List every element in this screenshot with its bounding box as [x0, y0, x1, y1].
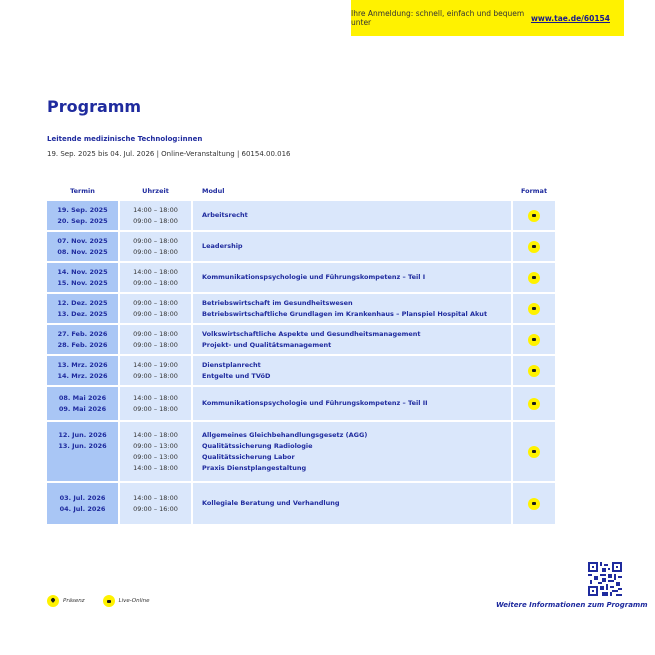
uhrzeit-cell: [120, 483, 191, 524]
video-camera-icon: [528, 210, 540, 222]
video-camera-icon: [528, 398, 540, 410]
format-cell: [513, 232, 555, 261]
modul-cell-line: Arbeitsrecht: [202, 211, 248, 219]
modul-cell: [193, 263, 511, 292]
modul-cell-line: Volkswirtschaftliche Aspekte und Gesundheitsmanagement: [202, 329, 421, 338]
uhrzeit-cell-line: 14:00 – 18:00: [133, 493, 178, 502]
termin-cell-line: 12. Dez. 2025: [57, 298, 108, 307]
termin-cell: [47, 325, 118, 354]
modul-cell-line: Entgelte und TVöD: [202, 371, 271, 380]
table-row: [47, 356, 555, 385]
more-info-link[interactable]: Weitere Informationen zum Programm: [496, 601, 648, 609]
format-cell: [513, 201, 555, 230]
modul-cell-line: Qualitätssicherung Labor: [202, 452, 295, 461]
uhrzeit-cell: [120, 232, 191, 261]
format-cell: [513, 325, 555, 354]
modul-cell-line: Praxis Dienstplangestaltung: [202, 463, 307, 472]
termin-cell-line: 12. Jun. 2026: [58, 431, 107, 439]
video-camera-icon: [528, 334, 540, 346]
video-camera-icon: [528, 446, 540, 458]
video-camera-icon: [528, 498, 540, 510]
modul-cell-line: Allgemeines Gleichbehandlungsgesetz (AGG): [202, 430, 368, 439]
uhrzeit-cell-line: 09:00 – 18:00: [133, 309, 178, 318]
header-termin: Termin: [70, 187, 95, 195]
uhrzeit-cell-line: 14:00 – 18:00: [133, 205, 178, 214]
registration-link[interactable]: www.tae.de/60154: [530, 13, 610, 23]
uhrzeit-cell: [120, 325, 191, 354]
video-camera-icon: [103, 595, 115, 607]
table-row: [47, 422, 555, 481]
uhrzeit-cell-line: 09:00 – 18:00: [133, 298, 178, 307]
termin-cell: [47, 356, 118, 385]
qr-code-icon[interactable]: [588, 562, 622, 596]
termin-cell-line: 07. Nov. 2025: [57, 236, 108, 245]
uhrzeit-cell-line: 09:00 – 13:00: [133, 441, 178, 450]
uhrzeit-cell-line: 09:00 – 13:00: [133, 452, 178, 461]
modul-cell-line: Qualitätssicherung Radiologie: [202, 441, 313, 450]
modul-cell: [193, 483, 511, 524]
termin-cell: [47, 263, 118, 292]
termin-cell-line: 14. Nov. 2025: [57, 267, 108, 276]
course-subtitle: Leitende medizinische Technolog:innen: [47, 135, 203, 143]
format-cell: [513, 294, 555, 323]
termin-cell: [47, 294, 118, 323]
termin-cell-line: 19. Sep. 2025: [57, 205, 108, 214]
header-format: Format: [520, 187, 548, 195]
uhrzeit-cell-line: 14:00 – 19:00: [133, 360, 178, 369]
modul-cell-line: Kommunikationspsychologie und Führungskompetenz – Teil I: [202, 273, 426, 281]
termin-cell-line: 28. Feb. 2026: [57, 340, 108, 349]
termin-cell-line: 13. Jun. 2026: [58, 442, 107, 450]
uhrzeit-cell-line: 09:00 – 16:00: [133, 504, 178, 513]
modul-cell: [193, 422, 511, 481]
uhrzeit-cell-line: 14:00 – 18:00: [133, 267, 178, 276]
table-row: [47, 232, 555, 261]
table-row: [47, 201, 555, 230]
modul-cell: [193, 201, 511, 230]
modul-cell-line: Dienstplanrecht: [202, 360, 261, 369]
header-uhrzeit: Uhrzeit: [142, 187, 169, 195]
termin-cell-line: 20. Sep. 2025: [57, 216, 108, 225]
modul-cell: [193, 232, 511, 261]
legend-praesenz: Präsenz: [63, 598, 85, 604]
format-cell: [513, 387, 555, 420]
format-cell: [513, 483, 555, 524]
location-pin-icon: [47, 595, 59, 607]
modul-cell-line: Kollegiale Beratung und Verhandlung: [202, 499, 340, 507]
uhrzeit-cell-line: 09:00 – 18:00: [133, 247, 178, 256]
uhrzeit-cell-line: 09:00 – 18:00: [133, 340, 178, 349]
uhrzeit-cell-line: 09:00 – 18:00: [133, 236, 178, 245]
termin-cell: [47, 387, 118, 420]
modul-cell-line: Betriebswirtschaftliche Grundlagen im Krankenhaus – Planspiel Hospital Akut: [202, 309, 488, 318]
modul-cell: [193, 294, 511, 323]
uhrzeit-cell-line: 14:00 – 18:00: [133, 430, 178, 439]
modul-cell-line: Projekt- und Qualitätsmanagement: [202, 340, 332, 349]
table-row: [47, 263, 555, 292]
table-row: [47, 325, 555, 354]
modul-cell-line: Betriebswirtschaft im Gesundheitswesen: [202, 298, 353, 307]
termin-cell-line: 04. Jul. 2026: [59, 504, 106, 513]
uhrzeit-cell-line: 14:00 – 18:00: [133, 393, 178, 402]
page-title: Programm: [47, 97, 142, 116]
termin-cell-line: 09. Mai 2026: [58, 404, 107, 413]
uhrzeit-cell-line: 09:00 – 18:00: [133, 278, 178, 287]
termin-cell-line: 13. Dez. 2025: [57, 309, 108, 318]
uhrzeit-cell-line: 09:00 – 18:00: [133, 329, 178, 338]
uhrzeit-cell: [120, 201, 191, 230]
modul-cell-line: Kommunikationspsychologie und Führungskompetenz – Teil II: [202, 399, 428, 407]
modul-cell-line: Leadership: [202, 242, 243, 250]
video-camera-icon: [528, 241, 540, 253]
header-modul: Modul: [202, 187, 225, 195]
uhrzeit-cell-line: 09:00 – 18:00: [133, 404, 178, 413]
format-cell: [513, 422, 555, 481]
registration-banner: [351, 0, 624, 36]
termin-cell-line: 14. Mrz. 2026: [57, 371, 108, 380]
table-row: [47, 387, 555, 420]
modul-cell: [193, 356, 511, 385]
termin-cell-line: 13. Mrz. 2026: [57, 360, 108, 369]
uhrzeit-cell: [120, 356, 191, 385]
termin-cell-line: 08. Mai 2026: [58, 393, 107, 402]
video-camera-icon: [528, 303, 540, 315]
termin-cell-line: 08. Nov. 2025: [57, 247, 108, 256]
format-legend: [47, 595, 168, 607]
uhrzeit-cell-line: 14:00 – 18:00: [133, 463, 178, 472]
uhrzeit-cell: [120, 294, 191, 323]
course-meta: 19. Sep. 2025 bis 04. Jul. 2026 | Online-Veranstaltung | 60154.00.016: [47, 150, 291, 158]
termin-cell-line: 27. Feb. 2026: [57, 329, 108, 338]
termin-cell-line: 15. Nov. 2025: [57, 278, 108, 287]
legend-live-online: Live-Online: [118, 598, 150, 604]
uhrzeit-cell-line: 09:00 – 18:00: [133, 216, 178, 225]
uhrzeit-cell: [120, 263, 191, 292]
format-cell: [513, 263, 555, 292]
program-table: [45, 181, 557, 526]
table-row: [47, 483, 555, 524]
termin-cell: [47, 201, 118, 230]
uhrzeit-cell: [120, 422, 191, 481]
termin-cell-line: 03. Jul. 2026: [59, 493, 106, 502]
termin-cell: [47, 483, 118, 524]
video-camera-icon: [528, 272, 540, 284]
modul-cell: [193, 387, 511, 420]
uhrzeit-cell: [120, 387, 191, 420]
modul-cell: [193, 325, 511, 354]
termin-cell: [47, 232, 118, 261]
video-camera-icon: [528, 365, 540, 377]
format-cell: [513, 356, 555, 385]
uhrzeit-cell-line: 09:00 – 18:00: [133, 371, 178, 380]
termin-cell: [47, 422, 118, 481]
table-row: [47, 294, 555, 323]
banner-text: Ihre Anmeldung: schnell, einfach und bequem unter: [351, 9, 525, 27]
